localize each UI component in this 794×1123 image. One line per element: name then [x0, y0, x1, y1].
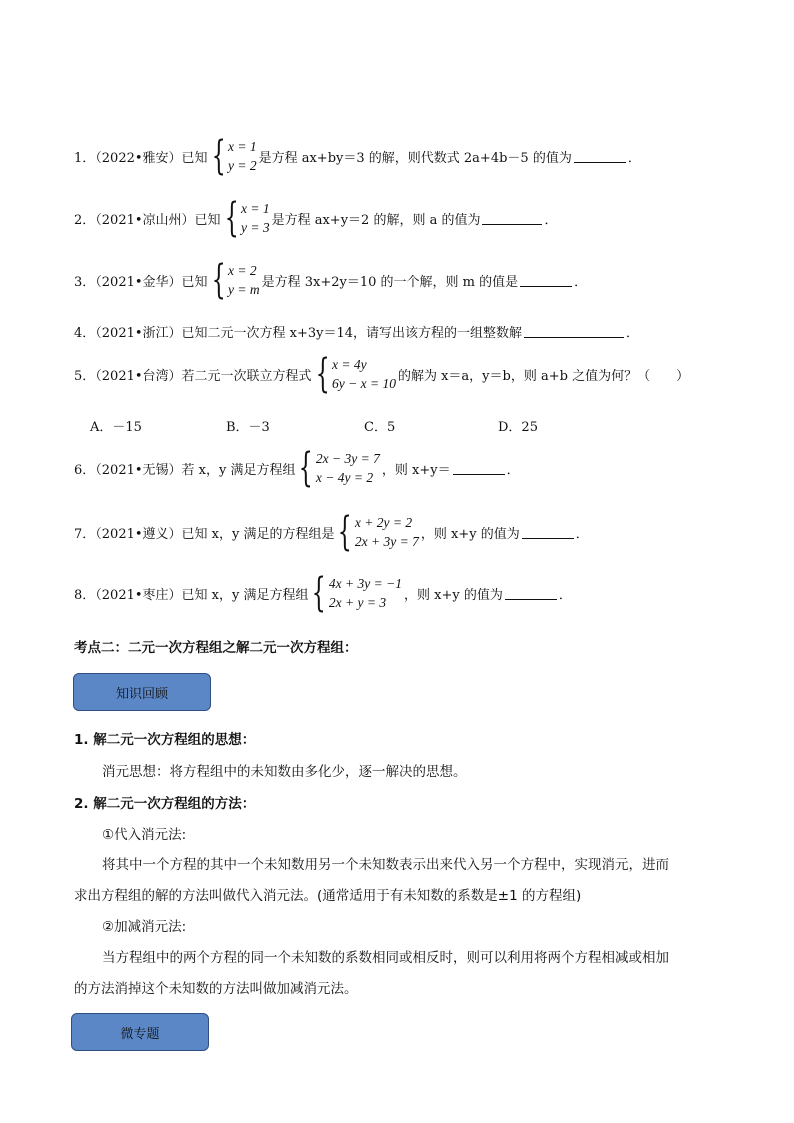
question-4 — [74, 322, 639, 341]
equation-line: x = 4y — [331, 357, 367, 372]
equation-line: 2x + y = 3 — [328, 595, 387, 610]
question-text: 4．（2021•浙江）已知二元一次方程 x+3y＝14，请写出该方程的一组整数解 — [74, 326, 523, 341]
option-d[interactable]: D．25 — [498, 420, 538, 435]
option-c[interactable]: C．5 — [364, 420, 396, 435]
equation-line: x = 1 — [227, 139, 257, 154]
answer-blank[interactable] — [522, 526, 574, 539]
question-3 — [74, 257, 588, 303]
question-7 — [74, 509, 589, 555]
equation-system — [297, 445, 380, 491]
question-prefix: 2．（2021•凉山州）已知 — [74, 212, 221, 228]
equation-line: 4x + 3y = −1 — [328, 576, 402, 591]
method-2-title: ②加减消元法: — [102, 919, 187, 935]
option-a[interactable]: A．－15 — [90, 420, 142, 435]
equation-system — [314, 351, 396, 397]
answer-blank[interactable] — [574, 150, 626, 163]
question-prefix: 6．（2021•无锡）若 x，y 满足方程组 — [74, 462, 296, 478]
question-end: ． — [558, 587, 572, 603]
method-1-line-2: 求出方程组的解的方法叫做代入消元法。(通常适用于有未知数的系数是±1 的方程组) — [74, 888, 582, 904]
question-5 — [74, 351, 690, 397]
question-prefix: 5．（2021•台湾）若二元一次联立方程式 — [74, 368, 312, 384]
equation-line: x − 4y = 2 — [315, 470, 374, 485]
question-text: 是方程 ax+by＝3 的解，则代数式 2a+4b－5 的值为 — [258, 150, 572, 166]
section-heading: 考点二：二元一次方程组之解二元一次方程组： — [74, 640, 358, 656]
question-text: ，则 x+y 的值为 — [420, 526, 520, 542]
method-1-line-1: 将其中一个方程的其中一个未知数用另一个未知数表示出来代入另一个方程中，实现消元，进而 — [102, 857, 669, 873]
question-end: ． — [626, 326, 640, 341]
equation-line: y = 3 — [240, 220, 270, 235]
answer-blank[interactable] — [524, 325, 624, 338]
equation-line: x + 2y = 2 — [354, 515, 413, 530]
brace-icon: { — [312, 570, 327, 616]
question-end: ． — [627, 150, 641, 166]
equation-line: 2x + 3y = 7 — [354, 534, 419, 549]
question-prefix: 3．（2021•金华）已知 — [74, 274, 208, 290]
equation-system — [310, 570, 402, 616]
brace-icon: { — [211, 133, 226, 179]
answer-blank[interactable] — [505, 587, 557, 600]
equation-system — [336, 509, 419, 555]
question-text: 是方程 ax+y＝2 的解，则 a 的值为 — [271, 212, 481, 228]
option-b[interactable]: B．－3 — [226, 420, 270, 435]
knowledge-point-2-title: 2. 解二元一次方程组的方法： — [74, 796, 256, 812]
equation-system — [210, 133, 257, 179]
micro-topic-tag: 微专题 — [71, 1013, 209, 1051]
method-2-line-1: 当方程组中的两个方程的同一个未知数的系数相同或相反时，则可以利用将两个方程相减或相加 — [102, 950, 669, 966]
question-prefix: 1．（2022•雅安）已知 — [74, 150, 208, 166]
brace-icon: { — [315, 351, 330, 397]
question-text: ，则 x+y 的值为 — [404, 587, 503, 603]
question-2 — [74, 195, 558, 241]
question-end: ． — [574, 274, 588, 290]
question-8 — [74, 570, 572, 616]
question-text: 是方程 3x+2y＝10 的一个解，则 m 的值是 — [261, 274, 519, 290]
brace-icon: { — [211, 257, 226, 303]
brace-icon: { — [338, 509, 353, 555]
answer-blank[interactable] — [453, 462, 505, 475]
equation-line: y = m — [227, 282, 260, 297]
knowledge-point-1-body: 消元思想：将方程组中的未知数由多化少，逐一解决的思想。 — [102, 764, 467, 780]
equation-line: x = 2 — [227, 263, 257, 278]
brace-icon: { — [224, 195, 239, 241]
method-2-line-2: 的方法消掉这个未知数的方法叫做加减消元法。 — [74, 981, 358, 997]
brace-icon: { — [299, 445, 314, 491]
question-end: ． — [575, 526, 589, 542]
question-6 — [74, 445, 520, 491]
question-end: ． — [544, 212, 558, 228]
question-text: 的解为 x＝a，y＝b，则 a+b 之值为何？（ ） — [397, 368, 690, 384]
question-text: ，则 x+y＝ — [381, 462, 451, 478]
question-end: ． — [506, 462, 520, 478]
equation-line: x = 1 — [240, 201, 270, 216]
equation-line: 2x − 3y = 7 — [315, 451, 380, 466]
equation-line: y = 2 — [227, 158, 257, 173]
knowledge-review-tag: 知识回顾 — [73, 673, 211, 711]
answer-blank[interactable] — [520, 274, 572, 287]
method-1-title: ①代入消元法: — [102, 827, 187, 843]
question-prefix: 7．（2021•遵义）已知 x，y 满足的方程组是 — [74, 526, 335, 542]
equation-line: 6y − x = 10 — [331, 376, 396, 391]
equation-system — [210, 257, 260, 303]
question-prefix: 8．（2021•枣庄）已知 x，y 满足方程组 — [74, 587, 309, 603]
equation-system — [223, 195, 270, 241]
knowledge-point-1-title: 1. 解二元一次方程组的思想： — [74, 732, 256, 748]
answer-blank[interactable] — [482, 212, 542, 225]
question-1 — [74, 133, 641, 179]
